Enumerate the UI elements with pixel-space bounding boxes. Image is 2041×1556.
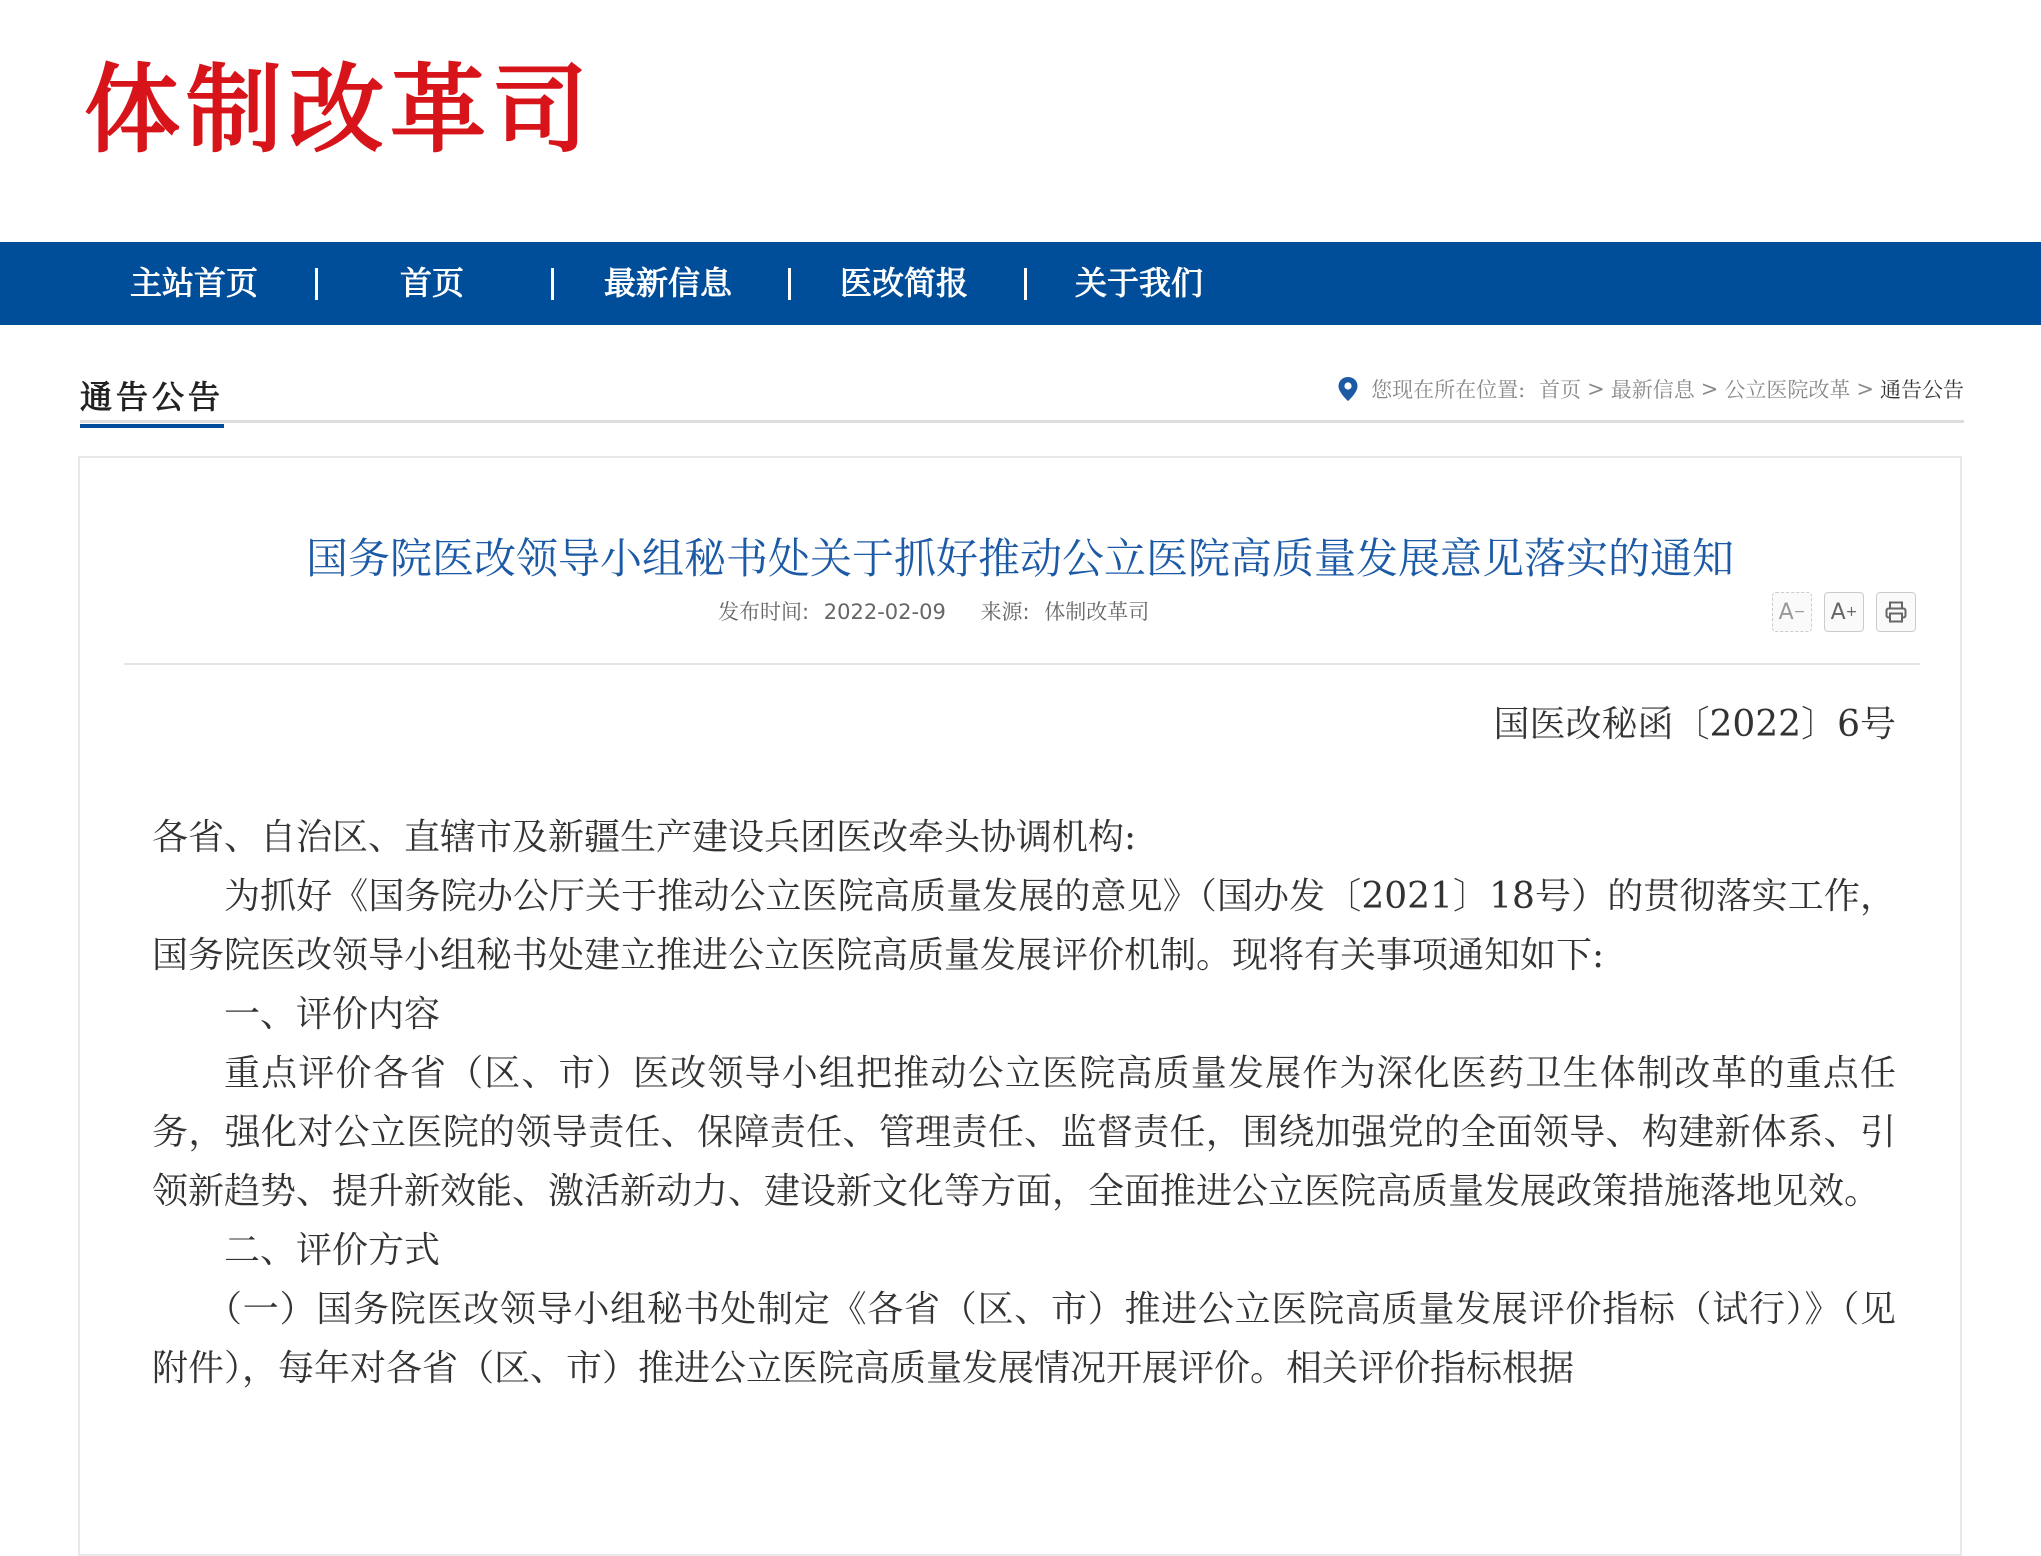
- breadcrumb: [1337, 374, 1964, 404]
- nav-item-home[interactable]: 首页: [400, 264, 465, 302]
- source-label: 来源:: [980, 600, 1030, 624]
- main-nav: [0, 242, 2041, 325]
- paragraph-intro: 为抓好《国务院办公厅关于推动公立医院高质量发展的意见》（国办发〔2021〕18号）的贯彻落实工作，国务院医改领导小组秘书处建立推进公立医院高质量发展评价机制。现将有关事项通知如下:: [152, 876, 1896, 976]
- article-body: [152, 808, 1896, 1398]
- breadcrumb-item-notices[interactable]: 通告公告: [1880, 378, 1964, 402]
- section-divider: [80, 420, 1964, 423]
- breadcrumb-item-latest-info[interactable]: 最新信息: [1610, 378, 1695, 402]
- nav-separator: [788, 268, 791, 300]
- breadcrumb-item-home[interactable]: 首页: [1539, 378, 1582, 402]
- publish-date-label: 发布时间:: [718, 600, 810, 624]
- printer-icon: [1884, 600, 1908, 624]
- salutation: 各省、自治区、直辖市及新疆生产建设兵团医改牵头协调机构:: [152, 817, 1137, 858]
- nav-item-main-site-home[interactable]: 主站首页: [130, 264, 259, 302]
- publish-date: 2022-02-09: [823, 600, 946, 624]
- article-meta: [718, 596, 1157, 626]
- site-header: [0, 0, 2041, 242]
- source-value: 体制改革司: [1044, 600, 1150, 624]
- font-increase-icon: A: [1830, 599, 1846, 625]
- nav-separator: [1024, 268, 1027, 300]
- paragraph-evaluation-method-1: （一）国务院医改领导小组秘书处制定《各省（区、市）推进公立医院高质量发展评价指标（试行）》（见附件），每年对各省（区、市）推进公立医院高质量发展情况开展评价。相关评价指标根据: [152, 1289, 1896, 1389]
- nav-item-reform-briefing[interactable]: 医改简报: [840, 264, 969, 302]
- font-decrease-icon: A: [1778, 599, 1794, 625]
- print-button[interactable]: [1876, 592, 1916, 632]
- meta-divider: [124, 663, 1920, 665]
- location-pin-icon: [1337, 376, 1359, 402]
- breadcrumb-label: 您现在所在位置:: [1371, 378, 1526, 402]
- nav-item-about-us[interactable]: 关于我们: [1075, 264, 1204, 302]
- font-increase-button[interactable]: A +: [1824, 592, 1864, 632]
- breadcrumb-separator: >: [1856, 377, 1874, 401]
- section-title: 通告公告: [80, 372, 224, 428]
- nav-separator: [315, 268, 318, 300]
- breadcrumb-separator: >: [1700, 377, 1719, 401]
- site-logo[interactable]: 体制改革司: [84, 54, 594, 166]
- paragraph-evaluation-content: 重点评价各省（区、市）医改领导小组把推动公立医院高质量发展作为深化医药卫生体制改革的重点任务，强化对公立医院的领导责任、保障责任、管理责任、监督责任，围绕加强党的全面领导、构建新体系、引领新趋势、提升新效能、激活新动力、建设新文化等方面，全面推进公立医院高质量发展政策措施落地见效。: [152, 1053, 1896, 1212]
- nav-separator: [551, 268, 554, 300]
- font-decrease-button[interactable]: A −: [1772, 592, 1812, 632]
- breadcrumb-separator: >: [1587, 377, 1605, 401]
- article-title: 国务院医改领导小组秘书处关于抓好推动公立医院高质量发展意见落实的通知: [305, 534, 1734, 584]
- document-number: 国医改秘函〔2022〕6号: [1493, 704, 1896, 745]
- heading-evaluation-method: 二、评价方式: [224, 1230, 441, 1271]
- article-tools: [1772, 592, 1916, 632]
- article-container: [78, 456, 1962, 1556]
- heading-evaluation-content: 一、评价内容: [224, 994, 441, 1035]
- nav-item-latest-info[interactable]: 最新信息: [604, 264, 733, 302]
- breadcrumb-item-public-hospital-reform[interactable]: 公立医院改革: [1724, 378, 1851, 402]
